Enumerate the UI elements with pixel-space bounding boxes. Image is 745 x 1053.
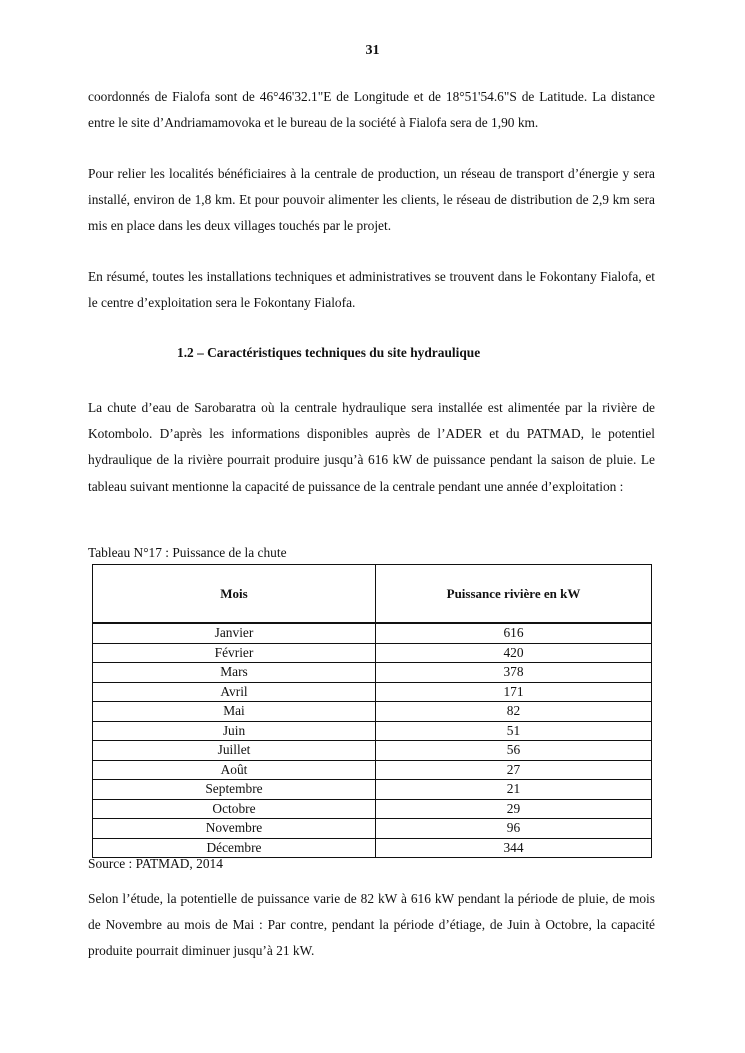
cell-power: 82	[376, 702, 652, 722]
table-caption: Tableau N°17 : Puissance de la chute	[88, 545, 287, 560]
table-source: Source : PATMAD, 2014	[88, 856, 223, 871]
section-heading: 1.2 – Caractéristiques techniques du site hydraulique	[177, 345, 481, 360]
table-row	[93, 819, 652, 839]
cell-month: Juillet	[93, 741, 376, 761]
cell-month: Novembre	[93, 819, 376, 839]
cell-month: Mars	[93, 663, 376, 683]
cell-month: Décembre	[93, 838, 376, 858]
table-row	[93, 682, 652, 702]
cell-power: 56	[376, 741, 652, 761]
cell-month: Janvier	[93, 623, 376, 643]
table-row	[93, 663, 652, 683]
cell-power: 27	[376, 760, 652, 780]
table-row	[93, 799, 652, 819]
cell-month: Octobre	[93, 799, 376, 819]
cell-power: 171	[376, 682, 652, 702]
cell-month: Août	[93, 760, 376, 780]
column-header-power: Puissance rivière en kW	[376, 565, 652, 624]
power-table	[92, 564, 652, 858]
cell-power: 21	[376, 780, 652, 800]
cell-month: Septembre	[93, 780, 376, 800]
table-header-row	[93, 565, 652, 624]
cell-power: 29	[376, 799, 652, 819]
cell-power: 420	[376, 643, 652, 663]
paragraph-coordinates: coordonnés de Fialofa sont de 46°46'32.1"E de Longitude et de 18°51'54.6"S de Latitude. La distance entre le site d’Andriamamovoka et le bureau de la société à Fialofa sera de 1,90 km.	[88, 89, 655, 131]
page-number: 31	[365, 43, 380, 58]
table-row	[93, 721, 652, 741]
cell-power: 51	[376, 721, 652, 741]
table-row	[93, 741, 652, 761]
column-header-month: Mois	[93, 565, 376, 624]
table-row	[93, 623, 652, 643]
table-row	[93, 838, 652, 858]
cell-month: Mai	[93, 702, 376, 722]
cell-month: Avril	[93, 682, 376, 702]
power-table-container	[92, 564, 652, 858]
table-row	[93, 643, 652, 663]
cell-power: 616	[376, 623, 652, 643]
table-row	[93, 702, 652, 722]
table-row	[93, 780, 652, 800]
paragraph-network: Pour relier les localités bénéficiaires à la centrale de production, un réseau de transport d’énergie y sera installé, environ de 1,8 km. Et pour pouvoir alimenter les clients, le réseau de distribution de 2,9 km sera mis en place dans les deux villages touchés par le projet.	[88, 166, 655, 234]
table-body	[93, 623, 652, 858]
cell-power: 96	[376, 819, 652, 839]
paragraph-conclusion: Selon l’étude, la potentielle de puissance varie de 82 kW à 616 kW pendant la période de pluie, de mois de Novembre au mois de Mai : Par contre, pendant la période d’étiage, de Juin à Octobre, la capacité produite pourrait diminuer jusqu’à 21 kW.	[88, 891, 655, 959]
table-row	[93, 760, 652, 780]
cell-month: Juin	[93, 721, 376, 741]
paragraph-waterfall: La chute d’eau de Sarobaratra où la centrale hydraulique sera installée est alimentée par la rivière de Kotombolo. D’après les informations disponibles auprès de l’ADER et du PATMAD, le potentiel hydraulique de la rivière pourrait produire jusqu’à 616 kW de puissance pendant la saison de pluie. Le tableau suivant mentionne la capacité de puissance de la centrale pendant une année d’exploitation :	[88, 400, 655, 494]
paragraph-summary: En résumé, toutes les installations techniques et administratives se trouvent dans le Fokontany Fialofa, et le centre d’exploitation sera le Fokontany Fialofa.	[88, 269, 655, 311]
cell-power: 378	[376, 663, 652, 683]
cell-power: 344	[376, 838, 652, 858]
cell-month: Février	[93, 643, 376, 663]
